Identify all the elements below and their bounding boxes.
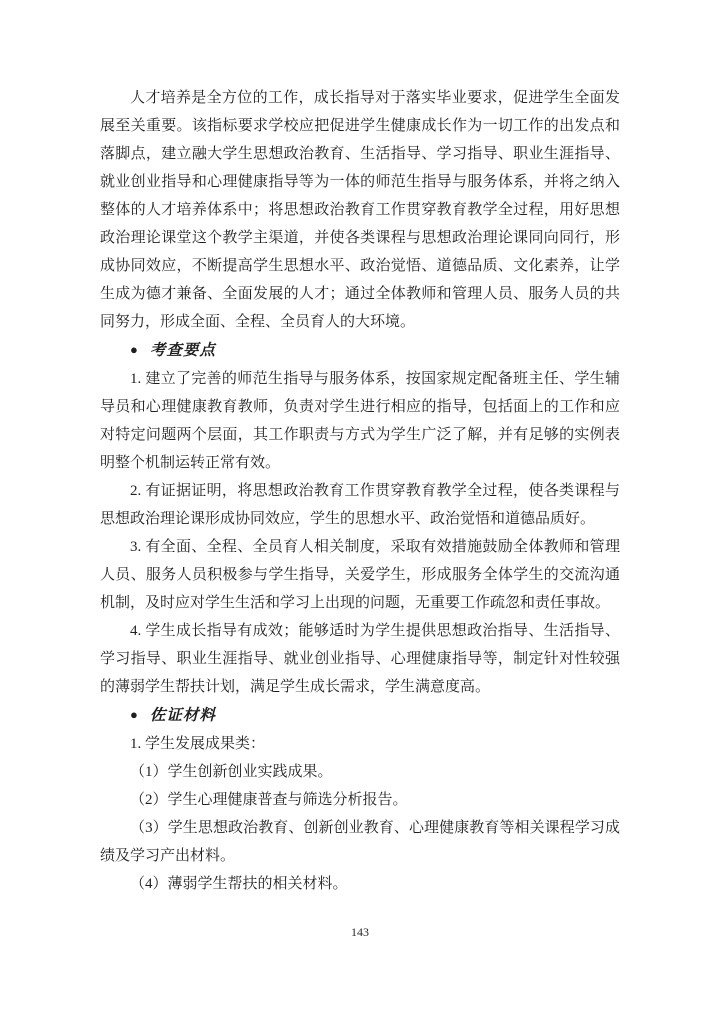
examination-point-item: 1. 建立了完善的师范生指导与服务体系，按国家规定配备班主任、学生辅导员和心理健康教育教师，负责对学生进行相应的指导，包括面上的工作和应对特定问题两个层面，其工作职责与方式为学生广泛了解，并有足够的实例表明整个机制运转正常有效。 — [100, 371, 620, 471]
supporting-material-item: （3）学生思想政治教育、创新创业教育、心理健康教育等相关课程学习成绩及学习产出材料。 — [100, 820, 620, 864]
section-heading-label: 佐证材料 — [149, 707, 216, 724]
intro-paragraph: 人才培养是全方位的工作，成长指导对于落实毕业要求，促进学生全面发展至关重要。该指标要求学校应把促进学生健康成长作为一切工作的出发点和落脚点，建立融大学生思想政治教育、生活指导、学习指导、职业生涯指导、就业创业指导和心理健康指导等为一体的师范生指导与服务体系，并将之纳入整体的人才培养体系中；将思想政治教育工作贯穿教育教学全过程，用好思想政治理论课堂这个教学主渠道，并使各类课程与思想政治理论课同向同行，形成协同效应，不断提高学生思想水平、政治觉悟、道德品质、文化素养，让学生成为德才兼备、全面发展的人才；通过全体教师和管理人员、服务人员的共同努力，形成全面、全程、全员育人的大环境。 — [100, 90, 620, 330]
supporting-material-item: 1. 学生发展成果类： — [130, 736, 266, 752]
bullet-icon: ● — [130, 342, 138, 357]
section-heading-label: 考查要点 — [149, 342, 216, 359]
supporting-material-item: （4）薄弱学生帮扶的相关材料。 — [130, 876, 348, 892]
document-body — [100, 84, 620, 898]
supporting-material-item: （2）学生心理健康普查与筛选分析报告。 — [130, 792, 408, 808]
section-heading-examination-points — [100, 336, 620, 365]
supporting-material-item: （1）学生创新创业实践成果。 — [130, 764, 333, 780]
bullet-icon: ● — [130, 707, 138, 722]
examination-point-item: 2. 有证据证明，将思想政治教育工作贯穿教育教学全过程，使各类课程与思想政治理论课形成协同效应，学生的思想水平、政治觉悟和道德品质好。 — [100, 483, 620, 527]
page-number: 143 — [351, 925, 369, 939]
examination-point-item: 4. 学生成长指导有成效；能够适时为学生提供思想政治指导、生活指导、学习指导、职业生涯指导、就业创业指导、心理健康指导等，制定针对性较强的薄弱学生帮扶计划，满足学生成长需求，学生满意度高。 — [100, 623, 620, 695]
examination-point-item: 3. 有全面、全程、全员育人相关制度，采取有效措施鼓励全体教师和管理人员、服务人员积极参与学生指导，关爱学生，形成服务全体学生的交流沟通机制，及时应对学生生活和学习上出现的问题，无重要工作疏忽和责任事故。 — [100, 539, 620, 611]
section-heading-supporting-materials — [100, 701, 620, 730]
